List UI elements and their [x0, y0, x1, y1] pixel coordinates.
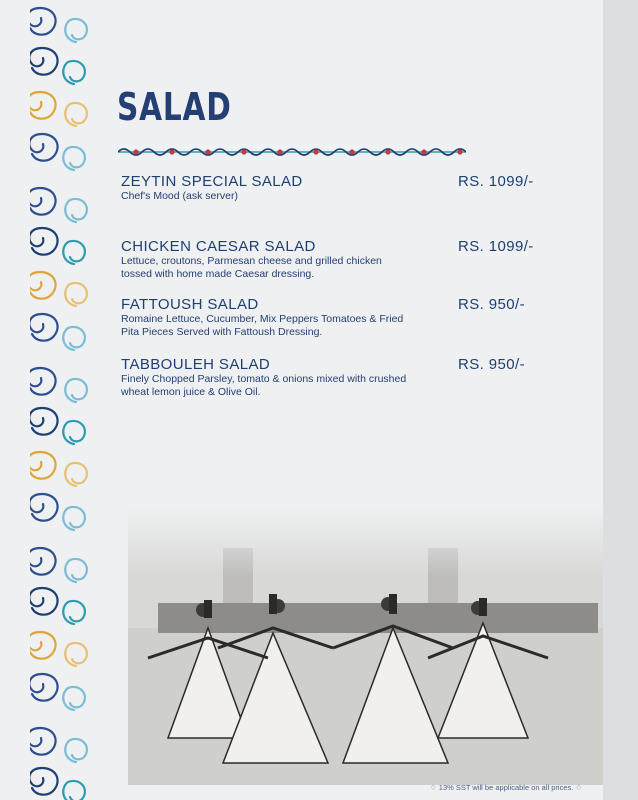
- section-title: SALAD: [117, 85, 232, 129]
- page-margin: [603, 0, 638, 800]
- decorative-divider: [118, 145, 466, 159]
- item-price: RS. 950/-: [458, 296, 525, 313]
- whirling-dervishes-illustration: [128, 508, 603, 785]
- item-price: RS. 950/-: [458, 356, 525, 373]
- item-name: FATTOUSH SALAD: [121, 296, 259, 313]
- item-name: CHICKEN CAESAR SALAD: [121, 238, 316, 255]
- item-name: ZEYTIN SPECIAL SALAD: [121, 173, 303, 190]
- item-description: Chef's Mood (ask server): [121, 190, 238, 202]
- item-description: Romaine Lettuce, Cucumber, Mix Peppers Tomatoes & Fried Pita Pieces Served with Fattoush Dressing.: [121, 313, 404, 338]
- item-name: TABBOULEH SALAD: [121, 356, 271, 373]
- tax-footnote: ♢ 13% SST will be applicable on all prices. ♢: [430, 783, 583, 792]
- item-price: RS. 1099/-: [458, 173, 534, 190]
- item-description: Lettuce, croutons, Parmesan cheese and grilled chicken tossed with home made Caesar dressing.: [121, 255, 382, 280]
- item-price: RS. 1099/-: [458, 238, 534, 255]
- item-description: Finely Chopped Parsley, tomato & onions mixed with crushed wheat lemon juice & Olive Oil.: [121, 373, 407, 398]
- ornamental-border: [0, 0, 100, 800]
